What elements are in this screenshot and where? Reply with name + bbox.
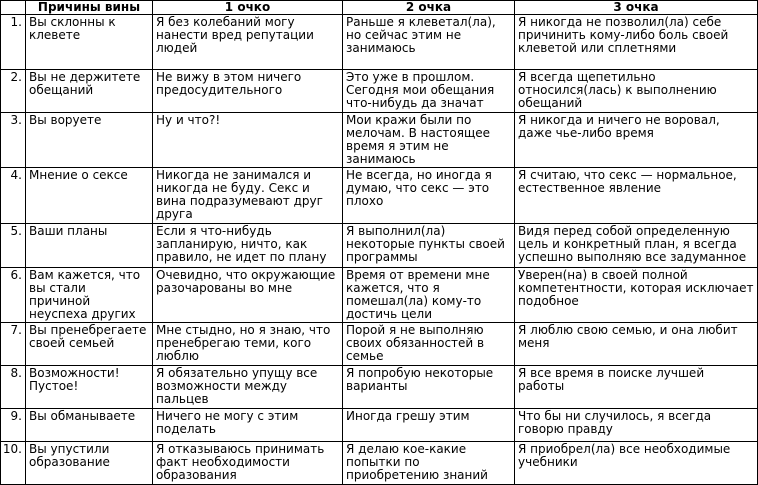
reason-cell: Вы склонны к клевете <box>26 15 153 70</box>
reason-cell: Вы воруете <box>26 113 153 168</box>
reason-cell: Мнение о сексе <box>26 168 153 224</box>
score-3-cell: Видя перед собой определенную цель и конкретный план, я всегда успешно выполняю все задуманное <box>515 224 758 268</box>
score-1-cell: Мне стыдно, но я знаю, что пренебрегаю теми, кого люблю <box>153 323 343 366</box>
table-row <box>1 70 758 113</box>
reason-cell: Вам кажется, что вы стали причиной неуспеха других <box>26 268 153 323</box>
row-number: 4. <box>1 168 26 224</box>
table-row <box>1 409 758 442</box>
reason-cell: Возможности! Пустое! <box>26 366 153 409</box>
score-3-cell: Я никогда не позволил(ла) себе причинить кому-либо боль своей клеветой или сплетнями <box>515 15 758 70</box>
row-number: 10. <box>1 442 26 485</box>
reason-cell: Вы упустили образование <box>26 442 153 485</box>
table-row <box>1 268 758 323</box>
row-number: 2. <box>1 70 26 113</box>
row-number: 1. <box>1 15 26 70</box>
header-reason: Причины вины <box>26 1 153 15</box>
score-2-cell: Я выполнил(ла) некоторые пункты своей программы <box>343 224 515 268</box>
reason-cell: Вы пренебрегаете своей семьей <box>26 323 153 366</box>
score-2-cell: Раньше я клеветал(ла), но сейчас этим не занимаюсь <box>343 15 515 70</box>
row-number: 7. <box>1 323 26 366</box>
row-number: 5. <box>1 224 26 268</box>
header-score-1: 1 очко <box>153 1 343 15</box>
score-2-cell: Время от времени мне кажется, что я помешал(ла) кому-то достичь цели <box>343 268 515 323</box>
score-2-cell: Не всегда, но иногда я думаю, что секс — это плохо <box>343 168 515 224</box>
table-row <box>1 442 758 485</box>
row-number: 6. <box>1 268 26 323</box>
table-row <box>1 323 758 366</box>
header-number <box>1 1 26 15</box>
header-row <box>1 1 758 15</box>
row-number: 9. <box>1 409 26 442</box>
score-2-cell: Порой я не выполняю своих обязанностей в семье <box>343 323 515 366</box>
row-number: 8. <box>1 366 26 409</box>
score-2-cell: Мои кражи были по мелочам. В настоящее время я этим не занимаюсь <box>343 113 515 168</box>
score-1-cell: Я отказываюсь принимать факт необходимости образования <box>153 442 343 485</box>
score-1-cell: Очевидно, что окружающие разочарованы во мне <box>153 268 343 323</box>
score-3-cell: Я все время в поиске лучшей работы <box>515 366 758 409</box>
header-score-2: 2 очка <box>343 1 515 15</box>
score-1-cell: Не вижу в этом ничего предосудительного <box>153 70 343 113</box>
score-1-cell: Ну и что?! <box>153 113 343 168</box>
reason-cell: Вы обманываете <box>26 409 153 442</box>
score-1-cell: Я обязательно упущу все возможности между пальцев <box>153 366 343 409</box>
reason-cell: Вы не держитете обещаний <box>26 70 153 113</box>
score-3-cell: Я всегда щепетильно относился(лась) к выполнению обещаний <box>515 70 758 113</box>
reason-cell: Ваши планы <box>26 224 153 268</box>
score-2-cell: Иногда грешу этим <box>343 409 515 442</box>
score-1-cell: Я без колебаний могу нанести вред репутации людей <box>153 15 343 70</box>
score-3-cell: Уверен(на) в своей полной компетентности, которая исключает подобное <box>515 268 758 323</box>
score-3-cell: Я приобрел(ла) все необходимые учебники <box>515 442 758 485</box>
table-row <box>1 168 758 224</box>
header-score-3: 3 очка <box>515 1 758 15</box>
table-row <box>1 15 758 70</box>
score-2-cell: Это уже в прошлом. Сегодня мои обещания что-нибудь да значат <box>343 70 515 113</box>
table-row <box>1 113 758 168</box>
score-1-cell: Если я что-нибудь запланирую, ничто, как правило, не идет по плану <box>153 224 343 268</box>
table-row <box>1 366 758 409</box>
score-3-cell: Я никогда и ничего не воровал, даже чье-либо время <box>515 113 758 168</box>
score-3-cell: Я считаю, что секс — нормальное, естественное явление <box>515 168 758 224</box>
row-number: 3. <box>1 113 26 168</box>
score-2-cell: Я делаю кое-какие попытки по приобретению знаний <box>343 442 515 485</box>
table-row <box>1 224 758 268</box>
score-2-cell: Я попробую некоторые варианты <box>343 366 515 409</box>
score-1-cell: Никогда не занимался и никогда не буду. Секс и вина подразумевают друг друга <box>153 168 343 224</box>
score-3-cell: Что бы ни случилось, я всегда говорю правду <box>515 409 758 442</box>
score-1-cell: Ничего не могу с этим поделать <box>153 409 343 442</box>
score-3-cell: Я люблю свою семью, и она любит меня <box>515 323 758 366</box>
